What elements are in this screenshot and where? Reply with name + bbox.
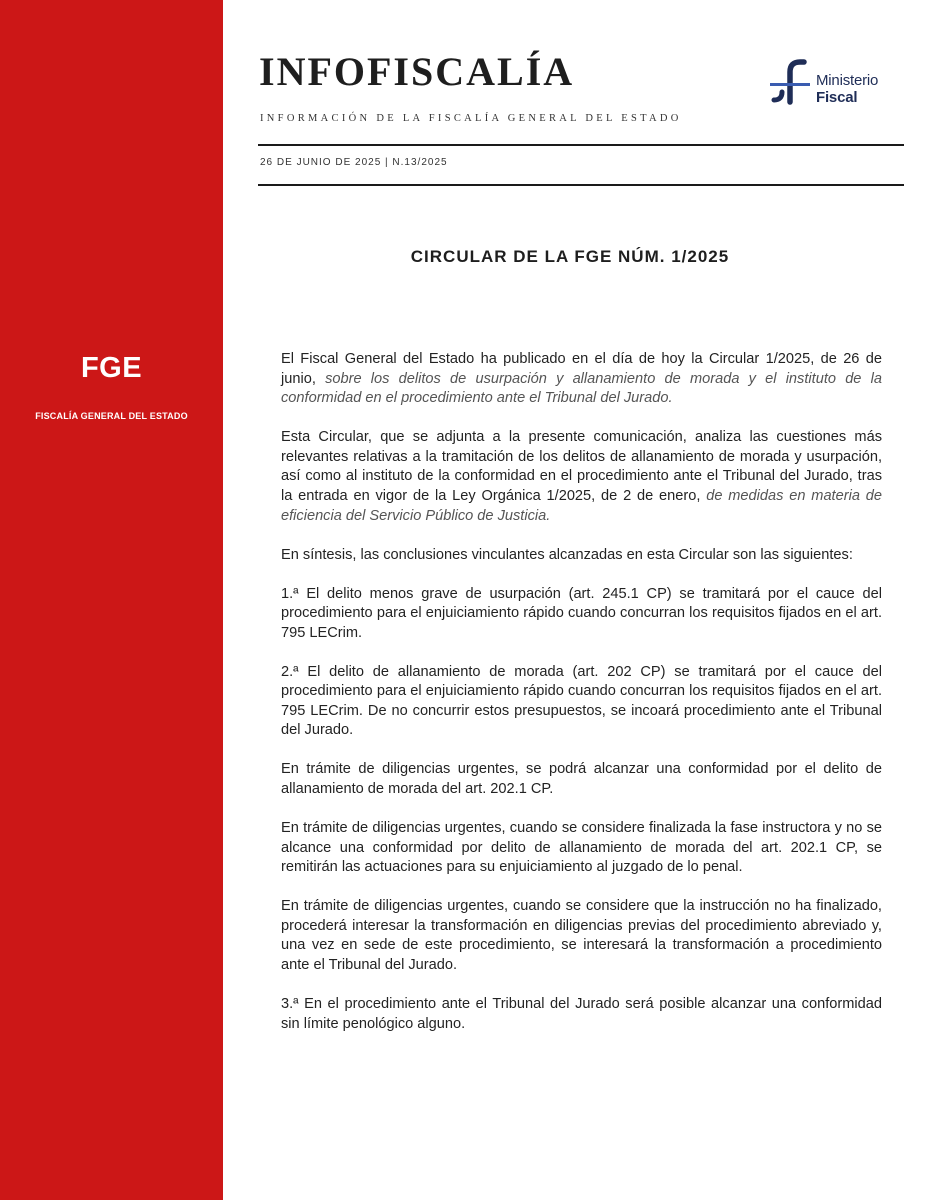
header-divider-bottom: [258, 184, 904, 186]
masthead-subtitle: INFORMACIÓN DE LA FISCALÍA GENERAL DEL ESTADO: [260, 113, 682, 124]
masthead-title: INFOFISCALÍA: [259, 49, 575, 94]
document-heading: CIRCULAR DE LA FGE NÚM. 1/2025: [410, 247, 730, 266]
paragraph-summary: En síntesis, las conclusiones vinculantes alcanzadas en esta Circular son las siguientes:: [281, 546, 853, 563]
sidebar-subtitle: FISCALÍA GENERAL DEL ESTADO: [35, 411, 188, 421]
issue-dateline: 26 DE JUNIO DE 2025 | N.13/2025: [260, 157, 448, 168]
logo-text-fiscal: Fiscal: [816, 89, 858, 106]
header-divider-top: [258, 144, 904, 146]
conclusion-2: 2.ª El delito de allanamiento de morada (art. 202 CP) se tramitará por el cauce del procedimiento para el enjuiciamiento rápido cuando concurran los requisitos fijados en el art. 795 LECrim. De no concurrir estos presupuestos, se incoará procedimiento ante el Tribunal del Jurado.: [281, 663, 882, 739]
conclusion-2-detail-a: En trámite de diligencias urgentes, se podrá alcanzar una conformidad por el delito de allanamiento de morada del art. 202.1 CP.: [281, 761, 882, 798]
paragraph-intro-italic: sobre los delitos de usurpación y allanamiento de morada y el instituto de la conformidad en el procedimiento ante el Tribunal del Jurado.: [281, 370, 882, 407]
conclusion-1: 1.ª El delito menos grave de usurpación (art. 245.1 CP) se tramitará por el cauce del procedimiento para el enjuiciamiento rápido cuando concurran los requisitos fijados en el art. 795 LECrim.: [281, 585, 882, 641]
conclusion-2-detail-c: En trámite de diligencias urgentes, cuando se considere que la instrucción no ha finalizado, procederá interesar la transformación en diligencias previas del procedimiento abreviado y, una vez en sede de este procedimiento, se interesará la transformación a procedimiento ante el Tribunal del Jurado.: [281, 898, 882, 973]
conclusion-3: 3.ª En el procedimiento ante el Tribunal del Jurado será posible alcanzar una conformidad sin límite penológico alguno.: [281, 995, 882, 1032]
conclusion-2-detail-b: En trámite de diligencias urgentes, cuando se considere finalizada la fase instructora y no se alcance una conformidad por delito de allanamiento de morada del art. 202.1 CP, se remitirán las actuaciones para su enjuiciamiento al juzgado de lo penal.: [281, 820, 882, 876]
logo-text-ministerio: Ministerio: [816, 72, 879, 89]
document-body: [281, 350, 882, 1054]
paragraph-intro: [281, 350, 882, 409]
ministerio-fiscal-logo-icon: [768, 56, 812, 108]
sidebar-title: FGE: [80, 352, 143, 384]
red-sidebar: [0, 0, 223, 1200]
ministerio-fiscal-logo: [768, 56, 908, 108]
paragraph-context-italic: de medidas en materia de eficiencia del Servicio Público de Justicia.: [281, 487, 882, 524]
paragraph-context-text: Esta Circular, que se adjunta a la presente comunicación, analiza las cuestiones más relevantes relativas a la tramitación de los delitos de allanamiento de morada y usurpación, así como al instituto de la conformidad en el procedimiento ante el Tribunal del Jurado, tras la entrada en vigor de la Ley Orgánica 1/2025, de 2 de enero,: [281, 429, 882, 504]
paragraph-intro-text: El Fiscal General del Estado ha publicado en el día de hoy la Circular 1/2025, de 26 de junio,: [281, 351, 882, 387]
paragraph-context: [281, 428, 882, 526]
